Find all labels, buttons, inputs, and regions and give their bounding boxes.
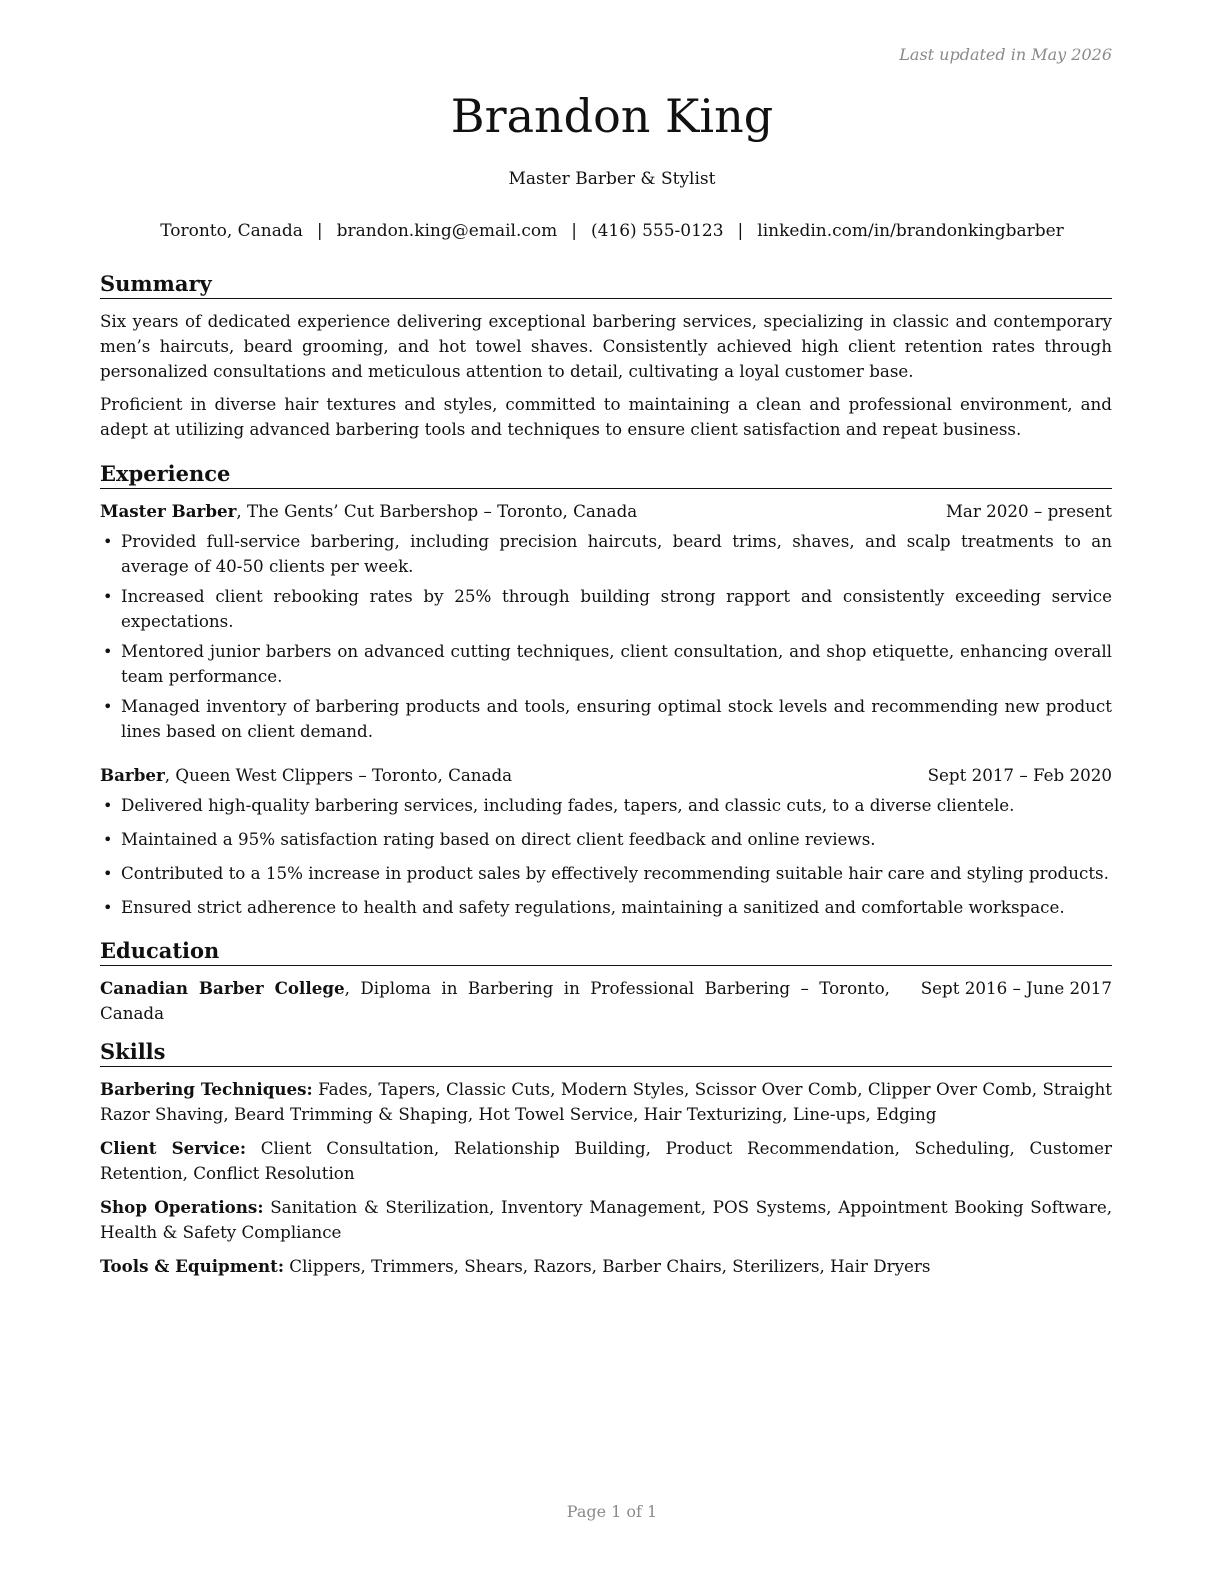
skill-label: Shop Operations: (100, 1197, 264, 1217)
contact-linkedin[interactable]: linkedin.com/in/brandonkingbarber (757, 221, 1064, 241)
contact-location: Toronto, Canada (160, 221, 303, 241)
skill-label: Barbering Techniques: (100, 1079, 313, 1099)
bullet-item (100, 861, 1112, 886)
job-header (100, 499, 1112, 524)
job-org: , The Gents’ Cut Barbershop – Toronto, Canada (236, 501, 638, 521)
last-updated-note: Last updated in May 2026 (899, 45, 1112, 64)
education-dates: Sept 2016 – June 2017 (920, 978, 1112, 998)
bullet-item (100, 529, 1112, 579)
bullet-item (100, 639, 1112, 689)
job-org: , Queen West Clippers – Toronto, Canada (164, 765, 513, 785)
bullet-icon: • (103, 864, 113, 883)
summary-paragraph: Proficient in diverse hair textures and styles, committed to maintaining a clean and professional environment, and adept at utilizing advanced barbering tools and techniques to ensure client satisfaction and repeat business. (100, 394, 1112, 439)
education-details (100, 976, 890, 1026)
bullet-item (100, 694, 1112, 744)
section-title-summary: Summary (100, 270, 1112, 299)
skill-text: Client Consultation, Relationship Building, Product Recommendation, Scheduling, Customer Retention, Conflict Resolution (100, 1138, 1112, 1183)
section-title-skills: Skills (100, 1038, 1112, 1067)
contact-separator: | (571, 221, 577, 241)
summary-paragraph: Six years of dedicated experience delivering exceptional barbering services, specializing in classic and contemporary men’s haircuts, beard grooming, and hot towel shaves. Consistently achieved high client retention rates through personalized consultations and meticulous attention to detail, cultivating a loyal customer base. (100, 311, 1112, 381)
contact-phone[interactable]: (416) 555-0123 (590, 221, 724, 241)
bullet-icon: • (103, 796, 113, 815)
job-header (100, 763, 1112, 788)
section-title-experience: Experience (100, 460, 1112, 489)
job-dates: Sept 2017 – Feb 2020 (927, 765, 1112, 785)
contact-line (0, 219, 1224, 243)
skill-text: Clippers, Trimmers, Shears, Razors, Barber Chairs, Sterilizers, Hair Dryers (284, 1256, 931, 1276)
education-entry (100, 976, 1112, 1026)
bullet-text: Contributed to a 15% increase in product sales by effectively recommending suitable hair care and styling products. (121, 863, 1109, 883)
job-dates: Mar 2020 – present (945, 501, 1112, 521)
job-role-org (100, 499, 637, 524)
education-program: , Diploma in Barbering in Professional Barbering – Toronto, Canada (100, 978, 890, 1023)
candidate-title: Master Barber & Stylist (508, 169, 716, 189)
bullet-text: Maintained a 95% satisfaction rating based on direct client feedback and online reviews. (121, 829, 876, 849)
skill-line (100, 1077, 1112, 1127)
page-number: Page 1 of 1 (566, 1502, 658, 1521)
bullet-text: Managed inventory of barbering products and tools, ensuring optimal stock levels and recommending new product lines based on client demand. (121, 696, 1112, 741)
bullet-icon: • (103, 697, 113, 716)
bullet-text: Provided full-service barbering, including precision haircuts, beard trims, shaves, and scalp treatments to an average of 40-50 clients per week. (121, 531, 1112, 576)
education-school: Canadian Barber College (100, 978, 345, 998)
bullet-text: Delivered high-quality barbering services, including fades, tapers, and classic cuts, to a diverse clientele. (121, 795, 1015, 815)
bullet-icon: • (103, 898, 113, 917)
skill-label: Tools & Equipment: (100, 1256, 284, 1276)
skill-text: Sanitation & Sterilization, Inventory Management, POS Systems, Appointment Booking Software, Health & Safety Compliance (100, 1197, 1112, 1242)
job-bullets (100, 529, 1112, 744)
bullet-icon: • (103, 642, 113, 661)
bullet-item (100, 827, 1112, 852)
bullet-text: Increased client rebooking rates by 25% through building strong rapport and consistently exceeding service expectations. (121, 586, 1112, 631)
bullet-text: Ensured strict adherence to health and safety regulations, maintaining a sanitized and comfortable workspace. (121, 897, 1065, 917)
skill-label: Client Service: (100, 1138, 247, 1158)
bullet-icon: • (103, 532, 113, 551)
bullet-item (100, 584, 1112, 634)
bullet-icon: • (103, 830, 113, 849)
skill-line (100, 1254, 1112, 1279)
section-title-education: Education (100, 937, 1112, 966)
bullet-text: Mentored junior barbers on advanced cutting techniques, client consultation, and shop etiquette, enhancing overall team performance. (121, 641, 1112, 686)
job-role: Master Barber (100, 501, 237, 521)
skill-text: Fades, Tapers, Classic Cuts, Modern Styles, Scissor Over Comb, Clipper Over Comb, Straight Razor Shaving, Beard Trimming & Shaping, Hot Towel Service, Hair Texturizing, Line-ups, Edging (100, 1079, 1113, 1124)
skill-line (100, 1136, 1112, 1186)
bullet-item (100, 895, 1112, 920)
contact-email[interactable]: brandon.king@email.com (336, 221, 558, 241)
job-bullets (100, 793, 1112, 920)
job-role: Barber (100, 765, 165, 785)
contact-separator: | (316, 221, 323, 241)
contact-separator: | (737, 221, 744, 241)
bullet-icon: • (103, 587, 113, 606)
bullet-item (100, 793, 1112, 818)
candidate-name: Brandon King (450, 89, 774, 143)
skill-line (100, 1195, 1112, 1245)
job-role-org (100, 763, 512, 788)
resume-body (100, 270, 1112, 1288)
